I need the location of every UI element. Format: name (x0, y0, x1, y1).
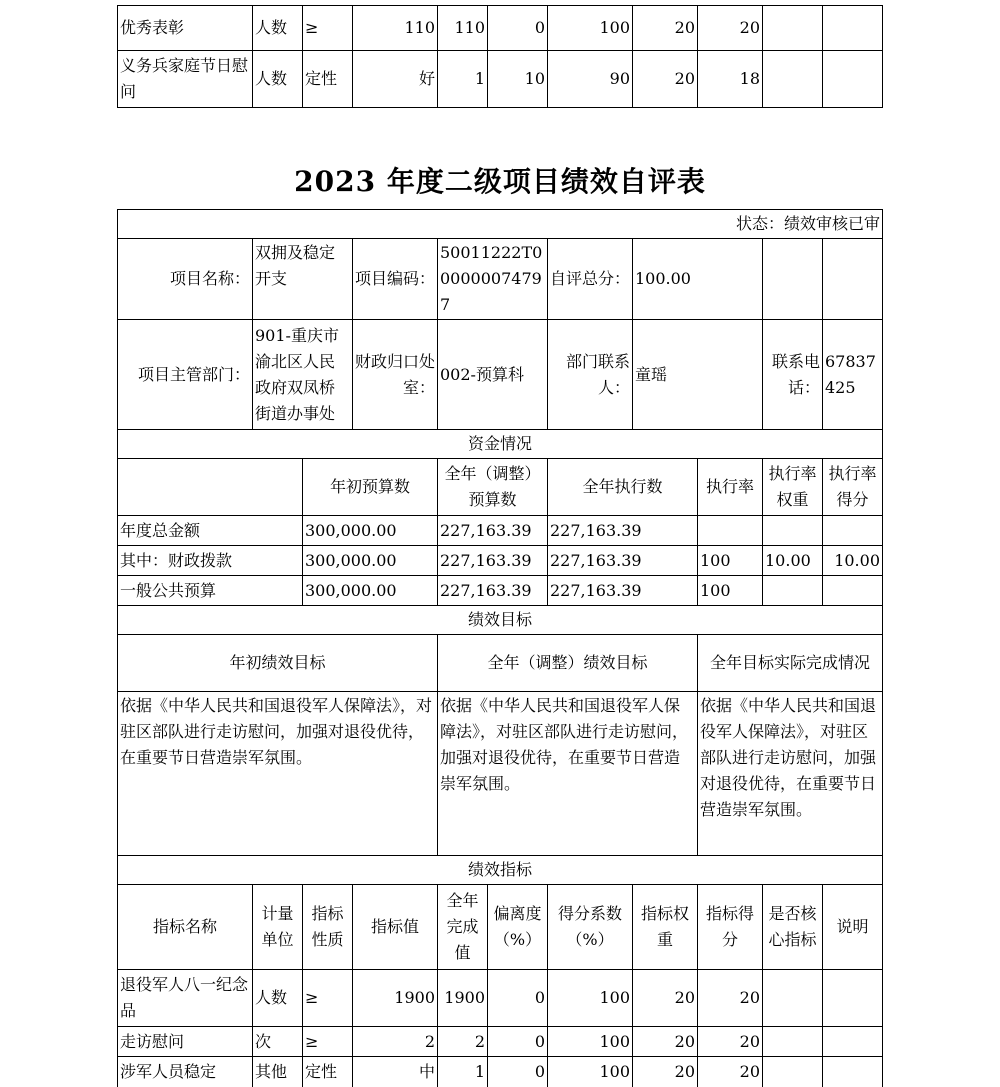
dept-value: 901-重庆市渝北区人民政府双凤桥街道办事处 (253, 320, 353, 430)
indicator-deviation: 10 (488, 51, 548, 108)
project-name-label: 项目名称： (118, 239, 253, 320)
table-row (118, 576, 883, 606)
ind-header-actual: 全年完成值 (438, 885, 488, 970)
ind-header-note: 说明 (823, 885, 883, 970)
ind-header-score: 指标得分 (698, 885, 763, 970)
indicator-actual: 1900 (438, 970, 488, 1027)
contact-label: 部门联系人： (548, 320, 633, 430)
self-evaluation-table (117, 209, 883, 1087)
finance-label: 财政归口处室： (353, 320, 438, 430)
indicator-core (763, 6, 823, 51)
ind-header-weight: 指标权重 (633, 885, 698, 970)
funds-weight (763, 576, 823, 606)
ind-header-target: 指标值 (353, 885, 438, 970)
indicator-target: 好 (353, 51, 438, 108)
table-row (118, 1057, 883, 1087)
table-row (118, 1027, 883, 1057)
indicator-actual: 1 (438, 51, 488, 108)
ind-header-nature: 指标性质 (303, 885, 353, 970)
goals-initial-text: 依据《中华人民共和国退役军人保障法》，对驻区部队进行走访慰问，加强对退役优待，在重要节日营造崇军氛围。 (118, 692, 438, 856)
funds-rate: 100 (698, 576, 763, 606)
funds-executed: 227,163.39 (548, 516, 698, 546)
table-row (118, 546, 883, 576)
indicator-score: 20 (698, 1057, 763, 1087)
project-code-label: 项目编码： (353, 239, 438, 320)
indicator-actual: 2 (438, 1027, 488, 1057)
phone-label: 联系电话： (763, 320, 823, 430)
indicator-note (823, 1057, 883, 1087)
indicator-unit: 其他 (253, 1057, 303, 1087)
table-row (118, 6, 883, 51)
funds-adjusted: 227,163.39 (438, 516, 548, 546)
funds-initial: 300,000.00 (303, 576, 438, 606)
funds-rate (698, 516, 763, 546)
indicator-core (763, 1027, 823, 1057)
goals-header-actual: 全年目标实际完成情况 (698, 635, 883, 692)
indicator-unit: 人数 (253, 6, 303, 51)
ind-header-name: 指标名称 (118, 885, 253, 970)
indicators-section-title: 绩效指标 (118, 856, 883, 885)
project-name: 双拥及稳定开支 (253, 239, 353, 320)
funds-header-adjusted: 全年（调整）预算数 (438, 459, 548, 516)
indicator-score: 20 (698, 6, 763, 51)
indicator-target: 2 (353, 1027, 438, 1057)
indicator-deviation: 0 (488, 6, 548, 51)
funds-adjusted: 227,163.39 (438, 546, 548, 576)
previous-indicator-table (117, 5, 883, 108)
funds-section-title: 资金情况 (118, 430, 883, 459)
table-row (118, 51, 883, 108)
funds-header-initial: 年初预算数 (303, 459, 438, 516)
indicator-coef: 100 (548, 1057, 633, 1087)
indicator-coef: 100 (548, 1027, 633, 1057)
indicator-nature: 定性 (303, 1057, 353, 1087)
table-row (118, 516, 883, 546)
goals-section-title: 绩效目标 (118, 606, 883, 635)
page-title: 2023 年度二级项目绩效自评表 (294, 165, 706, 198)
indicator-unit: 人数 (253, 970, 303, 1027)
funds-header-rate: 执行率 (698, 459, 763, 516)
dept-label: 项目主管部门： (118, 320, 253, 430)
funds-score (823, 576, 883, 606)
indicator-weight: 20 (633, 1057, 698, 1087)
funds-executed: 227,163.39 (548, 546, 698, 576)
funds-executed: 227,163.39 (548, 576, 698, 606)
indicator-note (823, 1027, 883, 1057)
indicator-weight: 20 (633, 6, 698, 51)
funds-header-executed: 全年执行数 (548, 459, 698, 516)
funds-weight: 10.00 (763, 546, 823, 576)
indicator-note (823, 6, 883, 51)
indicator-target: 1900 (353, 970, 438, 1027)
goals-header-adjusted: 全年（调整）绩效目标 (438, 635, 698, 692)
indicator-weight: 20 (633, 51, 698, 108)
indicator-score: 18 (698, 51, 763, 108)
indicator-name: 优秀表彰 (118, 6, 253, 51)
funds-row-label: 其中：财政拨款 (118, 546, 303, 576)
indicator-deviation: 0 (488, 970, 548, 1027)
indicator-coef: 90 (548, 51, 633, 108)
funds-row-label: 一般公共预算 (118, 576, 303, 606)
self-score-label: 自评总分： (548, 239, 633, 320)
funds-score (823, 516, 883, 546)
goals-header-initial: 年初绩效目标 (118, 635, 438, 692)
indicator-nature: 定性 (303, 51, 353, 108)
project-code: 50011222T000000074797 (438, 239, 548, 320)
self-score: 100.00 (633, 239, 763, 320)
funds-row-label: 年度总金额 (118, 516, 303, 546)
funds-initial: 300,000.00 (303, 516, 438, 546)
funds-header-weight: 执行率权重 (763, 459, 823, 516)
table-row (118, 970, 883, 1027)
empty-cell (118, 459, 303, 516)
funds-header-score: 执行率得分 (823, 459, 883, 516)
indicator-nature: ≥ (303, 970, 353, 1027)
funds-adjusted: 227,163.39 (438, 576, 548, 606)
indicator-name: 涉军人员稳定 (118, 1057, 253, 1087)
indicator-coef: 100 (548, 970, 633, 1027)
indicator-score: 20 (698, 970, 763, 1027)
indicator-core (763, 1057, 823, 1087)
indicator-weight: 20 (633, 970, 698, 1027)
phone-value: 67837425 (823, 320, 883, 430)
funds-initial: 300,000.00 (303, 546, 438, 576)
empty-cell (823, 239, 883, 320)
indicator-target: 110 (353, 6, 438, 51)
indicator-nature: ≥ (303, 6, 353, 51)
ind-header-coef: 得分系数（%） (548, 885, 633, 970)
indicator-unit: 次 (253, 1027, 303, 1057)
indicator-unit: 人数 (253, 51, 303, 108)
indicator-note (823, 51, 883, 108)
indicator-target: 中 (353, 1057, 438, 1087)
ind-header-unit: 计量单位 (253, 885, 303, 970)
indicator-deviation: 0 (488, 1027, 548, 1057)
indicator-coef: 100 (548, 6, 633, 51)
indicator-core (763, 970, 823, 1027)
indicator-actual: 1 (438, 1057, 488, 1087)
indicator-score: 20 (698, 1027, 763, 1057)
goals-actual-text: 依据《中华人民共和国退役军人保障法》，对驻区部队进行走访慰问，加强对退役优待，在重要节日营造崇军氛围。 (698, 692, 883, 856)
empty-cell (763, 239, 823, 320)
indicator-core (763, 51, 823, 108)
funds-score: 10.00 (823, 546, 883, 576)
finance-value: 002-预算科 (438, 320, 548, 430)
funds-weight (763, 516, 823, 546)
indicator-nature: ≥ (303, 1027, 353, 1057)
indicator-note (823, 970, 883, 1027)
indicator-name: 退役军人八一纪念品 (118, 970, 253, 1027)
ind-header-core: 是否核心指标 (763, 885, 823, 970)
status-text: 状态：绩效审核已审 (118, 210, 883, 239)
funds-rate: 100 (698, 546, 763, 576)
indicator-deviation: 0 (488, 1057, 548, 1087)
goals-adjusted-text: 依据《中华人民共和国退役军人保障法》，对驻区部队进行走访慰问，加强对退役优待，在重要节日营造崇军氛围。 (438, 692, 698, 856)
indicator-actual: 110 (438, 6, 488, 51)
contact-value: 童瑶 (633, 320, 763, 430)
indicator-name: 走访慰问 (118, 1027, 253, 1057)
indicator-weight: 20 (633, 1027, 698, 1057)
indicator-name: 义务兵家庭节日慰问 (118, 51, 253, 108)
ind-header-deviation: 偏离度（%） (488, 885, 548, 970)
